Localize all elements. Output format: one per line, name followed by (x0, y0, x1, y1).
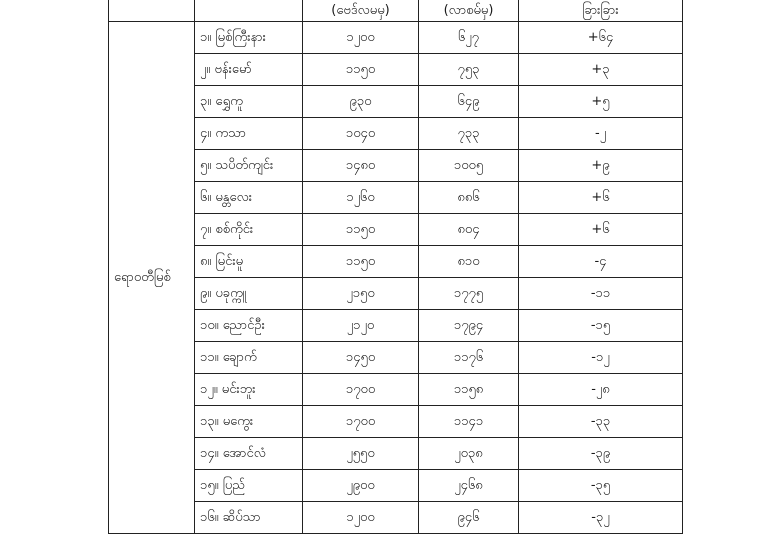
river-name: ရောဝတီမြစ် (114, 269, 171, 285)
station-cell: ၁၅။ ပြည် (195, 470, 303, 502)
station-cell: ၁၀။ ညောင်ဦး (195, 310, 303, 342)
river-level-table (108, 0, 683, 534)
difference-cell: -၂၈ (519, 374, 683, 406)
today-level-cell: ၁၇၇၅ (419, 278, 519, 310)
difference-cell: -၃၅ (519, 470, 683, 502)
today-level-cell: ၂၄၆၈ (419, 470, 519, 502)
danger-level-cell: ၁၀၄၀ (303, 118, 419, 150)
station-cell: ၁၄။ အောင်လံ (195, 438, 303, 470)
station-cell: ၄။ ကသာ (195, 118, 303, 150)
table-row (109, 246, 683, 278)
station-cell: ၅။ သပိတ်ကျင်း (195, 150, 303, 182)
table-row (109, 182, 683, 214)
table-row (109, 22, 683, 54)
difference-cell: -၃၃ (519, 406, 683, 438)
difference-cell: -၁၂ (519, 342, 683, 374)
station-cell: ၉။ ပခုက္ကူ (195, 278, 303, 310)
table-row (109, 86, 683, 118)
today-level-cell: ၁၁၄၁ (419, 406, 519, 438)
danger-level-cell: ၁၁၅၀ (303, 54, 419, 86)
table-row (109, 214, 683, 246)
today-level-cell: ၈၀၄ (419, 214, 519, 246)
danger-level-cell: ၁၇၀၀ (303, 374, 419, 406)
table-row (109, 54, 683, 86)
header-cell-river (109, 0, 195, 22)
header-cell-danger-level (303, 0, 419, 22)
today-level-cell: ၁၁၇၆ (419, 342, 519, 374)
station-cell: ၆။ မန္တလေး (195, 182, 303, 214)
difference-cell: -၄ (519, 246, 683, 278)
today-level-cell: ၁၀၀၅ (419, 150, 519, 182)
table-row (109, 406, 683, 438)
danger-level-cell: ၂၁၅၀ (303, 278, 419, 310)
danger-level-cell: ၁၂၀၀ (303, 502, 419, 534)
danger-level-cell: ၁၂၆၀ (303, 182, 419, 214)
today-level-cell: ၉၄၆ (419, 502, 519, 534)
header-cell-today-level (419, 0, 519, 22)
station-cell: ၁၁။ ချောက် (195, 342, 303, 374)
table-row (109, 374, 683, 406)
difference-cell: +၆၄ (519, 22, 683, 54)
table-row (109, 342, 683, 374)
station-cell: ၇။ စစ်ကိုင်း (195, 214, 303, 246)
today-level-cell: ၆၄၉ (419, 86, 519, 118)
header-difference-text: ခြားခြား (582, 3, 619, 18)
danger-level-cell: ၉၃၀ (303, 86, 419, 118)
today-level-cell: ၈၈၆ (419, 182, 519, 214)
difference-cell: -၁၅ (519, 310, 683, 342)
header-danger-level-text: (ဗေဒ်လမမှ) (331, 3, 390, 18)
today-level-cell: ၈၁၀ (419, 246, 519, 278)
difference-cell: +၉ (519, 150, 683, 182)
danger-level-cell: ၂၉၀၀ (303, 470, 419, 502)
danger-level-cell: ၂၁၂၀ (303, 310, 419, 342)
difference-cell: -၁၁ (519, 278, 683, 310)
today-level-cell: ၁၇၉၄ (419, 310, 519, 342)
station-cell: ၂။ ဗန်းမော် (195, 54, 303, 86)
today-level-cell: ၁၁၅၈ (419, 374, 519, 406)
station-cell: ၁၂။ မင်းဘူး (195, 374, 303, 406)
station-cell: ၁။ မြစ်ကြီးနား (195, 22, 303, 54)
difference-cell: +၃ (519, 54, 683, 86)
header-cell-difference (519, 0, 683, 22)
danger-level-cell: ၁၇၀၀ (303, 406, 419, 438)
table-row (109, 438, 683, 470)
danger-level-cell: ၂၅၅၀ (303, 438, 419, 470)
danger-level-cell: ၁၂၀၀ (303, 22, 419, 54)
difference-cell: +၆ (519, 182, 683, 214)
header-today-level-text: (လာစမ်မှ) (443, 3, 494, 18)
table-row (109, 118, 683, 150)
danger-level-cell: ၁၁၅၀ (303, 246, 419, 278)
difference-cell: +၆ (519, 214, 683, 246)
today-level-cell: ၂၀၃၈ (419, 438, 519, 470)
difference-cell: -၃၉ (519, 438, 683, 470)
table-row (109, 150, 683, 182)
table-row (109, 310, 683, 342)
table-body (109, 0, 683, 534)
river-name-cell (109, 22, 195, 534)
today-level-cell: ၇၃၃ (419, 118, 519, 150)
table-header-row (109, 0, 683, 22)
table-row (109, 470, 683, 502)
header-cell-station (195, 0, 303, 22)
today-level-cell: ၇၅၃ (419, 54, 519, 86)
station-cell: ၁၃။ မကွေး (195, 406, 303, 438)
danger-level-cell: ၁၁၅၀ (303, 214, 419, 246)
difference-cell: -၂ (519, 118, 683, 150)
danger-level-cell: ၁၄၈၀ (303, 150, 419, 182)
station-cell: ၈။ မြင်းမူ (195, 246, 303, 278)
station-cell: ၁၆။ ဆိပ်သာ (195, 502, 303, 534)
table-row (109, 278, 683, 310)
table-row (109, 502, 683, 534)
difference-cell: -၃၂ (519, 502, 683, 534)
station-cell: ၃။ ရွှေကူ (195, 86, 303, 118)
danger-level-cell: ၁၄၅၀ (303, 342, 419, 374)
today-level-cell: ၆၂၇ (419, 22, 519, 54)
difference-cell: +၅ (519, 86, 683, 118)
